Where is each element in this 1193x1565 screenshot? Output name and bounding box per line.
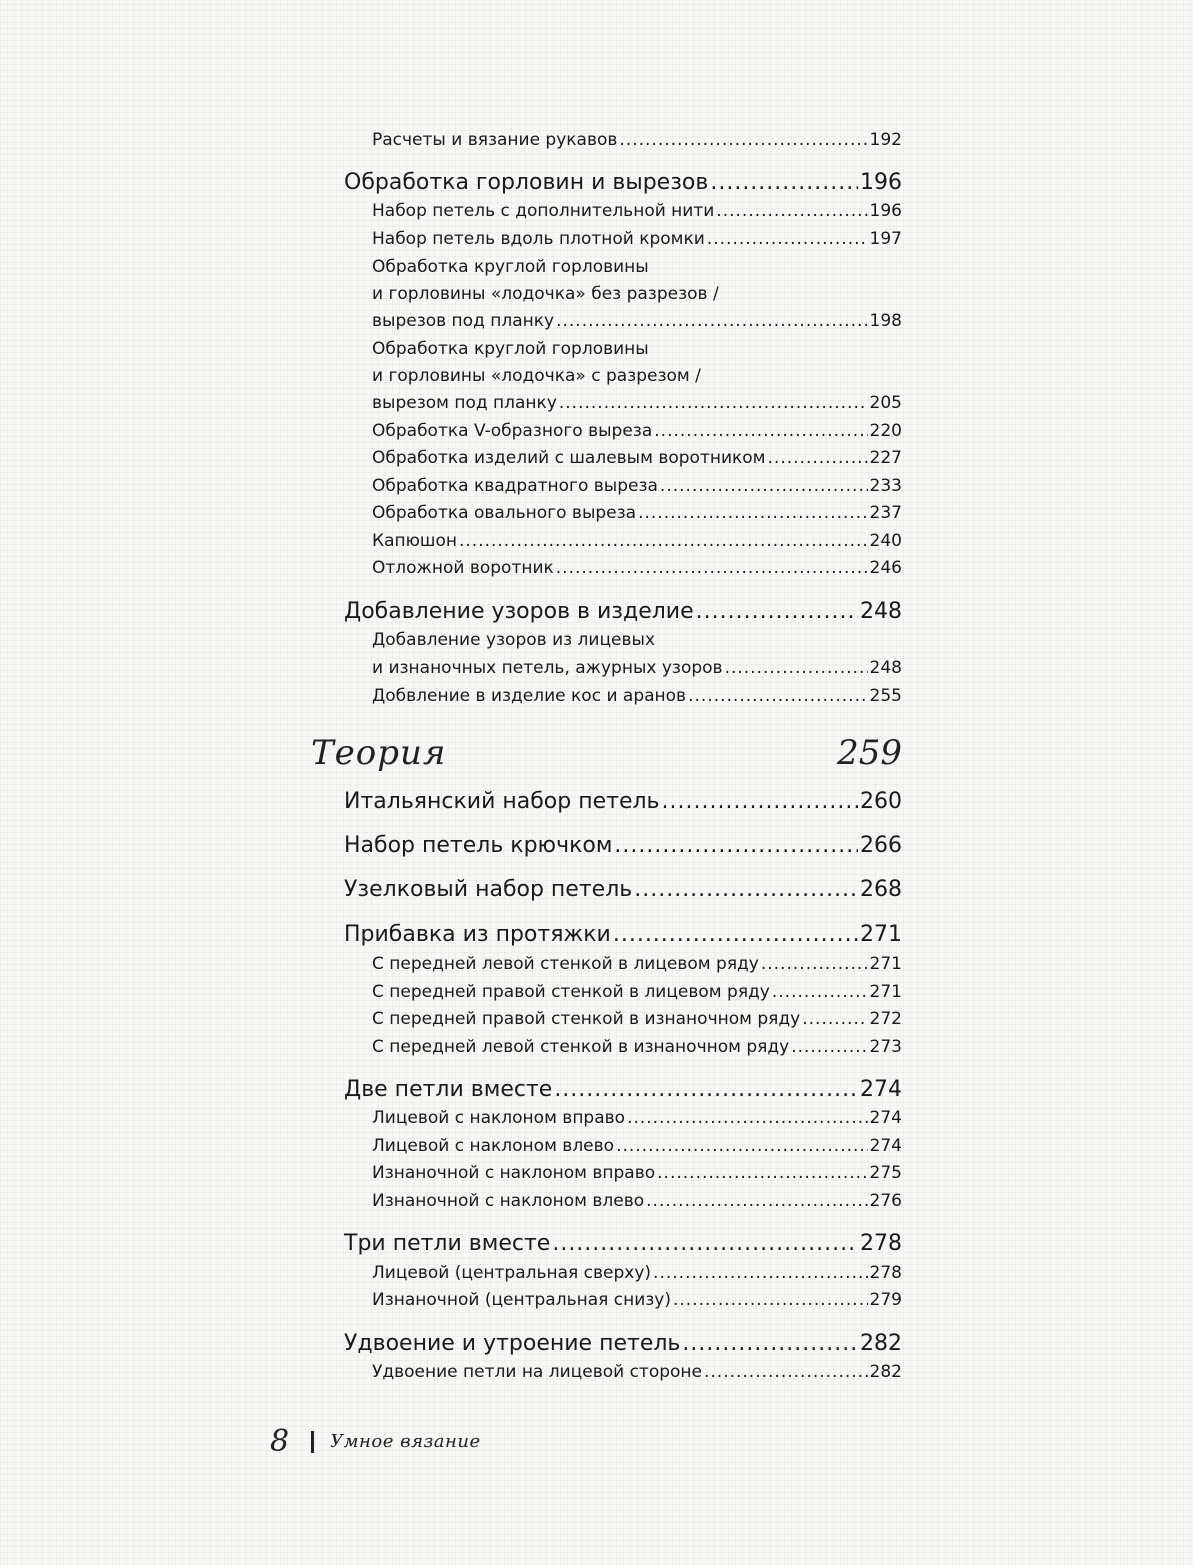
toc-entry-title: вырезом под планку bbox=[372, 393, 557, 413]
toc-entry[interactable] bbox=[372, 1188, 902, 1214]
toc-section[interactable] bbox=[344, 919, 902, 951]
dot-leader bbox=[662, 786, 858, 818]
toc-entry-page: 233 bbox=[869, 476, 902, 496]
toc-entry-page: 227 bbox=[869, 448, 902, 468]
dot-leader bbox=[616, 1133, 867, 1159]
toc-entry-page: 197 bbox=[869, 229, 902, 249]
toc-entry[interactable] bbox=[372, 1006, 902, 1032]
toc-section[interactable] bbox=[344, 1228, 902, 1260]
dot-leader bbox=[704, 1359, 868, 1385]
toc-entry-title: Расчеты и вязание рукавов bbox=[372, 130, 618, 150]
toc-entry-title: Набор петель с дополнительной нити bbox=[372, 201, 715, 221]
toc-entry[interactable] bbox=[372, 1034, 902, 1060]
toc-section-title: Итальянский набор петель bbox=[344, 789, 660, 814]
dot-leader bbox=[791, 1034, 867, 1060]
toc-entry[interactable] bbox=[372, 500, 902, 526]
toc-entry-page: 192 bbox=[869, 130, 902, 150]
toc-entry-title: Добвление в изделие кос и аранов bbox=[372, 686, 687, 706]
toc-entry-page: 279 bbox=[869, 1290, 902, 1310]
toc-entry-page: 240 bbox=[869, 531, 902, 551]
dot-leader bbox=[614, 830, 858, 862]
toc-entry-title: Обработка V-образного выреза bbox=[372, 421, 653, 441]
toc-entry[interactable] bbox=[372, 418, 902, 444]
dot-leader bbox=[556, 308, 867, 334]
toc-entry-title: Удвоение петли на лицевой стороне bbox=[372, 1362, 702, 1382]
toc-section-title: Две петли вместе bbox=[344, 1077, 553, 1102]
toc-entry-page: 282 bbox=[869, 1362, 902, 1382]
toc-section-title: Набор петель крючком bbox=[344, 833, 613, 858]
toc-entry[interactable] bbox=[372, 1160, 902, 1186]
running-title: Умное вязание bbox=[330, 1431, 481, 1452]
toc-entry-title: С передней правой стенкой в лицевом ряду bbox=[372, 982, 770, 1002]
toc-entry[interactable] bbox=[372, 127, 902, 153]
toc-entry-page: 220 bbox=[869, 421, 902, 441]
dot-leader bbox=[657, 1160, 867, 1186]
toc-entry[interactable] bbox=[372, 473, 902, 499]
toc-entry-title: Капюшон bbox=[372, 531, 457, 551]
dot-leader bbox=[688, 683, 867, 709]
toc-entry[interactable] bbox=[372, 226, 902, 252]
dot-leader bbox=[646, 1188, 867, 1214]
toc-entry-page: 278 bbox=[869, 1263, 902, 1283]
toc-section-page: 260 bbox=[860, 789, 902, 814]
dot-leader bbox=[554, 1074, 858, 1106]
toc-entry[interactable] bbox=[372, 951, 902, 977]
toc-section-page: 196 bbox=[860, 170, 902, 195]
toc-entry-title: С передней левой стенкой в изнаночном ряду bbox=[372, 1037, 790, 1057]
toc-entry-page: 271 bbox=[869, 954, 902, 974]
toc-section[interactable] bbox=[344, 1074, 902, 1106]
dot-leader bbox=[556, 555, 868, 581]
dot-leader bbox=[772, 979, 868, 1005]
toc-entry-title: Изнаночной с наклоном вправо bbox=[372, 1163, 656, 1183]
toc-entry-page: 237 bbox=[869, 503, 902, 523]
toc-entry-title: Обработка изделий с шалевым воротником bbox=[372, 448, 766, 468]
toc-section[interactable] bbox=[344, 167, 902, 199]
toc-section[interactable] bbox=[344, 830, 902, 862]
dot-leader bbox=[802, 1006, 867, 1032]
toc-entry-title: С передней левой стенкой в лицевом ряду bbox=[372, 954, 759, 974]
toc-entry-title: Изнаночной с наклоном влево bbox=[372, 1191, 645, 1211]
toc-entry-line: Обработка круглой горловины bbox=[372, 257, 649, 277]
toc-section-page: 282 bbox=[860, 1331, 902, 1356]
dot-leader bbox=[634, 874, 858, 906]
page-number: 8 bbox=[270, 1424, 290, 1459]
toc-entry-title: и изнаночных петель, ажурных узоров bbox=[372, 658, 723, 678]
page-footer bbox=[270, 1424, 481, 1459]
toc-entry-line: и горловины «лодочка» с разрезом / bbox=[372, 366, 701, 386]
toc-entry[interactable] bbox=[372, 1133, 902, 1159]
toc-entry[interactable] bbox=[372, 1359, 902, 1385]
dot-leader bbox=[673, 1287, 868, 1313]
part-title[interactable]: Теория bbox=[311, 733, 447, 773]
toc-entry-title: Лицевой с наклоном влево bbox=[372, 1136, 615, 1156]
dot-leader bbox=[654, 418, 867, 444]
dot-leader bbox=[559, 390, 868, 416]
toc-entry-title: Обработка овального выреза bbox=[372, 503, 637, 523]
toc-entry-page: 255 bbox=[869, 686, 902, 706]
toc-section[interactable] bbox=[344, 874, 902, 906]
toc-section-page: 268 bbox=[860, 877, 902, 902]
dot-leader bbox=[707, 226, 868, 252]
toc-entry[interactable] bbox=[372, 1105, 902, 1131]
toc-entry-title: Обработка квадратного выреза bbox=[372, 476, 658, 496]
toc-entry-title: Лицевой (центральная сверху) bbox=[372, 1263, 652, 1283]
toc-entry[interactable] bbox=[372, 528, 902, 554]
toc-section-title: Прибавка из протяжки bbox=[344, 922, 611, 947]
toc-entry[interactable] bbox=[372, 198, 902, 224]
toc-entry-line: и горловины «лодочка» без разрезов / bbox=[372, 284, 719, 304]
dot-leader bbox=[768, 445, 868, 471]
toc-entry-page: 272 bbox=[869, 1009, 902, 1029]
toc-entry[interactable] bbox=[372, 308, 902, 334]
dot-leader bbox=[725, 655, 868, 681]
toc-section-page: 248 bbox=[860, 599, 902, 624]
dot-leader bbox=[627, 1105, 867, 1131]
toc-entry-page: 275 bbox=[869, 1163, 902, 1183]
toc-section-title: Три петли вместе bbox=[344, 1231, 551, 1256]
toc-section-page: 271 bbox=[860, 922, 902, 947]
footer-divider bbox=[311, 1431, 314, 1453]
toc-entry-line: Обработка круглой горловины bbox=[372, 339, 649, 359]
toc-entry-title: С передней правой стенкой в изнаночном ряду bbox=[372, 1009, 801, 1029]
toc-entry-page: 271 bbox=[869, 982, 902, 1002]
toc-entry-page: 246 bbox=[869, 558, 902, 578]
dot-leader bbox=[619, 127, 867, 153]
toc-entry-page: 248 bbox=[869, 658, 902, 678]
dot-leader bbox=[660, 473, 868, 499]
toc-section[interactable] bbox=[344, 786, 902, 818]
toc-entry[interactable] bbox=[372, 555, 902, 581]
toc-entry[interactable] bbox=[372, 1260, 902, 1286]
toc-entry-title: Набор петель вдоль плотной кромки bbox=[372, 229, 705, 249]
toc-entry[interactable] bbox=[372, 683, 902, 709]
dot-leader bbox=[638, 500, 867, 526]
dot-leader bbox=[682, 1328, 858, 1360]
toc-section-title: Добавление узоров в изделие bbox=[344, 599, 694, 624]
toc-entry-title: Отложной воротник bbox=[372, 558, 554, 578]
toc-section-title: Узелковый набор петель bbox=[344, 877, 633, 902]
toc-section-title: Удвоение и утроение петель bbox=[344, 1331, 681, 1356]
toc-entry[interactable] bbox=[372, 445, 902, 471]
dot-leader bbox=[653, 1260, 868, 1286]
toc-entry[interactable] bbox=[372, 655, 902, 681]
toc-entry-page: 205 bbox=[869, 393, 902, 413]
dot-leader bbox=[696, 596, 858, 628]
dot-leader bbox=[552, 1228, 858, 1260]
toc-entry-line: Добавление узоров из лицевых bbox=[372, 630, 656, 650]
toc-section-page: 266 bbox=[860, 833, 902, 858]
toc-section-page: 278 bbox=[860, 1231, 902, 1256]
toc-entry-page: 198 bbox=[869, 311, 902, 331]
toc-entry[interactable] bbox=[372, 1287, 902, 1313]
toc-entry-page: 274 bbox=[869, 1136, 902, 1156]
toc-entry-page: 274 bbox=[869, 1108, 902, 1128]
toc-section-title: Обработка горловин и вырезов bbox=[344, 170, 709, 195]
toc-entry-page: 196 bbox=[869, 201, 902, 221]
dot-leader bbox=[613, 919, 858, 951]
toc-entry[interactable] bbox=[372, 390, 902, 416]
toc-section[interactable] bbox=[344, 596, 902, 628]
dot-leader bbox=[459, 528, 868, 554]
toc-entry[interactable] bbox=[372, 979, 902, 1005]
toc-section-page: 274 bbox=[860, 1077, 902, 1102]
toc-entry-page: 273 bbox=[869, 1037, 902, 1057]
part-page-number: 259 bbox=[837, 733, 902, 773]
toc-entry-title: Лицевой с наклоном вправо bbox=[372, 1108, 626, 1128]
dot-leader bbox=[761, 951, 868, 977]
toc-entry-title: Изнаночной (центральная снизу) bbox=[372, 1290, 671, 1310]
toc-entry-page: 276 bbox=[869, 1191, 902, 1211]
toc-entry-title: вырезов под планку bbox=[372, 311, 555, 331]
dot-leader bbox=[716, 198, 867, 224]
toc-section[interactable] bbox=[344, 1328, 902, 1360]
dot-leader bbox=[710, 167, 858, 199]
